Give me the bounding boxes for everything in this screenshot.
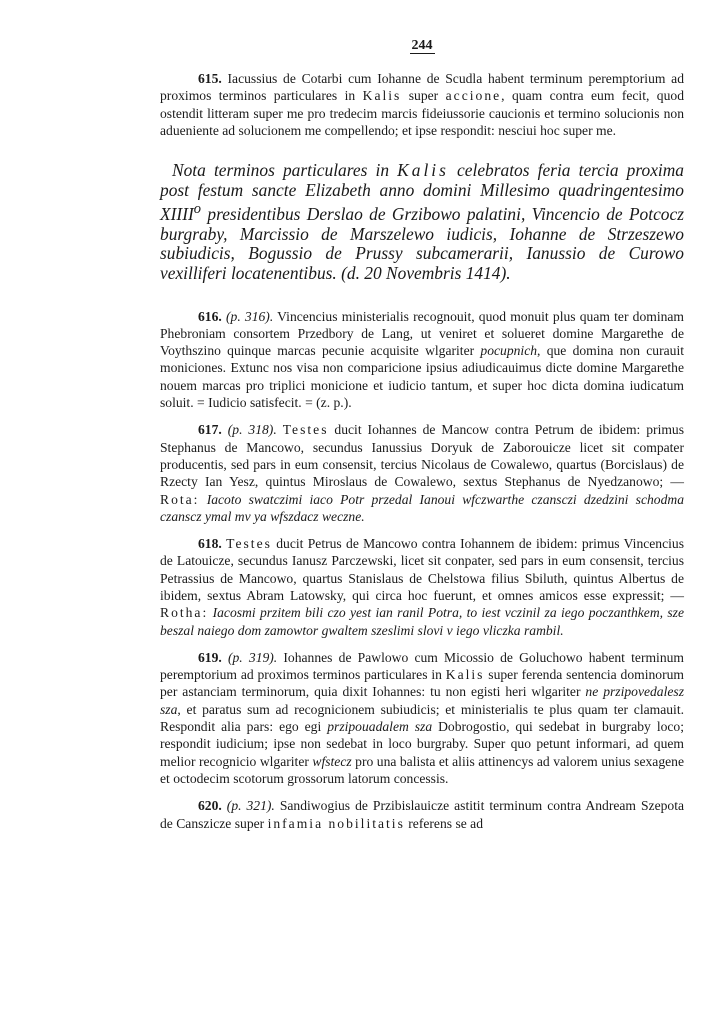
rota-label: Rotha: (160, 605, 209, 621)
vernacular-term: ne przipovedalesz sza (160, 684, 684, 717)
vernacular-oath: Iacoto swatczimi iaco Potr przedal Ianoui wfczwarthe czansczi dzedzini schodma czanscz ymal mv ya wfszdacz wecznе. (160, 491, 685, 524)
spaced-phrase: infamia nobilitatis (267, 815, 405, 831)
page-reference: (p. 316). (226, 308, 274, 324)
spaced-word: Testes (226, 536, 272, 552)
entry-number: 620. (198, 798, 222, 814)
page-reference: (p. 318). (227, 422, 277, 438)
entry-616: 616. (p. 316). Vincencius ministerialis recognouit, quod monuit plus quam ter dominam Phebroniam consortem Przedbory de Lang, ut veniret et solueret domine Margarethe de Voythszino quinque marcas pecunie acquisite wlgariter pocupnich, que domina non curauit moniciones. Extunc nos visa non comparicione ipsius adiudicauimus dicte domine Margarethe nouem marcas pro triplici monicione et iudicio tantum, et super hoc dicta domina iudicatum soluit. = Iudicio satisfecit. = (z. p.). (160, 308, 685, 411)
entry-number: 616. (198, 308, 222, 324)
vernacular-term: wfstecz (312, 753, 352, 769)
vernacular-oath: Iacosmi przitem bili czo yest ian ranil Potra, to iest vczinil za iego poczanthkem, sze beszal naiego dom zamowtor gwaltem szeslimi slovi v iego vliczka rambil. (160, 605, 685, 638)
entry-618: 618. Testes ducit Petrus de Mancowo contra Iohannem de ibidem: primus Vincencius de Latouicze, secundus Ianusz Parczewski, licet sit conpater, sed pars in eum consensit, tercius Petrassius de Mancowo, quartus Stanislaus de Chelstowa filius Sbiluth, quintus Albertus de ibidem, sextus Abram Latowsky, qui circa hoc fuerunt, et omnes amicos esse expressit; — Rotha: Iacosmi przitem bili czo yest ian ranil Potra, to iest vczinil za iego poczanthkem, sze beszal naiego dom zamowtor gwaltem szeslimi slovi v iego vliczka rambil. (160, 536, 685, 638)
page-number: 244 (411, 38, 433, 53)
vernacular-term: przipouadalem sza (327, 719, 433, 735)
page-reference: (p. 321). (226, 798, 275, 814)
entry-number: 615. (198, 71, 222, 86)
section-heading: Nota terminos particulares in Kalis celebratos feria tercia proxima post festum sancte Elizabeth anno domini Millesimo quadringentesimo XIIII$^o$ presidentibus Derslao de Grzibowo palatini, Vincencio de Potcocz burgraby, Marcissio de Marszelewo iudicis, Iohanne de Strzeszewo subiudicis, Bogussio de Prussy subcamerarii, Ianussio de Curowo vexilliferi locatenentibus. (d. 20 Novembris 1414). (160, 160, 684, 283)
vernacular-term: pocupnich (480, 343, 538, 359)
entry-number: 617. (198, 422, 222, 438)
superscript: o (193, 201, 202, 218)
spaced-word: Testes (282, 422, 329, 438)
spaced-word: accione (445, 88, 502, 104)
document-page (160, 36, 684, 844)
entry-617: 617. (p. 318). Testes ducit Iohannes de Mancow contra Petrum de ibidem: primus Stephanus de Mancowo, secundus Ianussius Doryuk de Zaborouicze licet sit compater producentis, sed pars in eum consensit, tercius Nicolaus de Cowalewo, quartus (Borcislaus) de Rzecty Ian Yesz, quintus Miroslaus de Cowalewo, sextus Stephanus de Nyedzanowo; — Rota: Iacoto swatczimi iaco Potr przedal Ianoui wfczwarthe czansczi dzedzini schodma czanscz ymal mv ya wfszdacz wecznе. (160, 422, 685, 524)
entry-number: 619. (198, 649, 222, 665)
spaced-place-name: Kalis (445, 667, 485, 683)
entry-number: 618. (198, 536, 222, 552)
entry-620: 620. (p. 321). Sandiwogius de Przibislauicze astitit terminum contra Andream Szepota de Canszicze super infamia nobilitatis referens se ad (160, 798, 685, 831)
entry-615: 615. Iacussius de Cotarbi cum Iohanne de Scudla habent terminum peremptorium ad proximos terminos particulares in Kalis super accione, quam contra eum fecit, quod ostendit litteram super me pro tredecim marcis fideiussorie caucionis et termino solucionis non adueniente ad solucionem me compellendo; et ipse respondit: nesciui hoc super me. (160, 71, 684, 138)
rota-label: Rota: (160, 491, 200, 507)
spaced-place-name: Kalis (397, 160, 449, 181)
page-reference: (p. 319). (227, 649, 278, 665)
spaced-place-name: Kalis (362, 88, 402, 104)
entry-619: 619. (p. 319). Iohannes de Pawlowo cum Micossio de Goluchowo habent terminum peremptorium ad proximos terminos particulares in Kalis super ferenda sentencia dominorum per astanciam terminorum, quia dixit Iohannes: tu non egisti heri wlgariter ne przipovedalesz sza, et paratus sum ad recognicionem subiudicis; et ministerialis te plus quam ter clamauit. Respondit alia pars: ego egi przipouadalem sza Dobrogostio, qui sedebat in burgraby loco; respondit iudicium; ipse non sedebat in loco burgraby. Super quo petunt informari, ad quem melior recognicio wlgariter wfstecz pro una balista et aliis attinencys ad valorem unius sexagene et octodecim scotorum grossorum latorum concessis. (160, 649, 685, 786)
